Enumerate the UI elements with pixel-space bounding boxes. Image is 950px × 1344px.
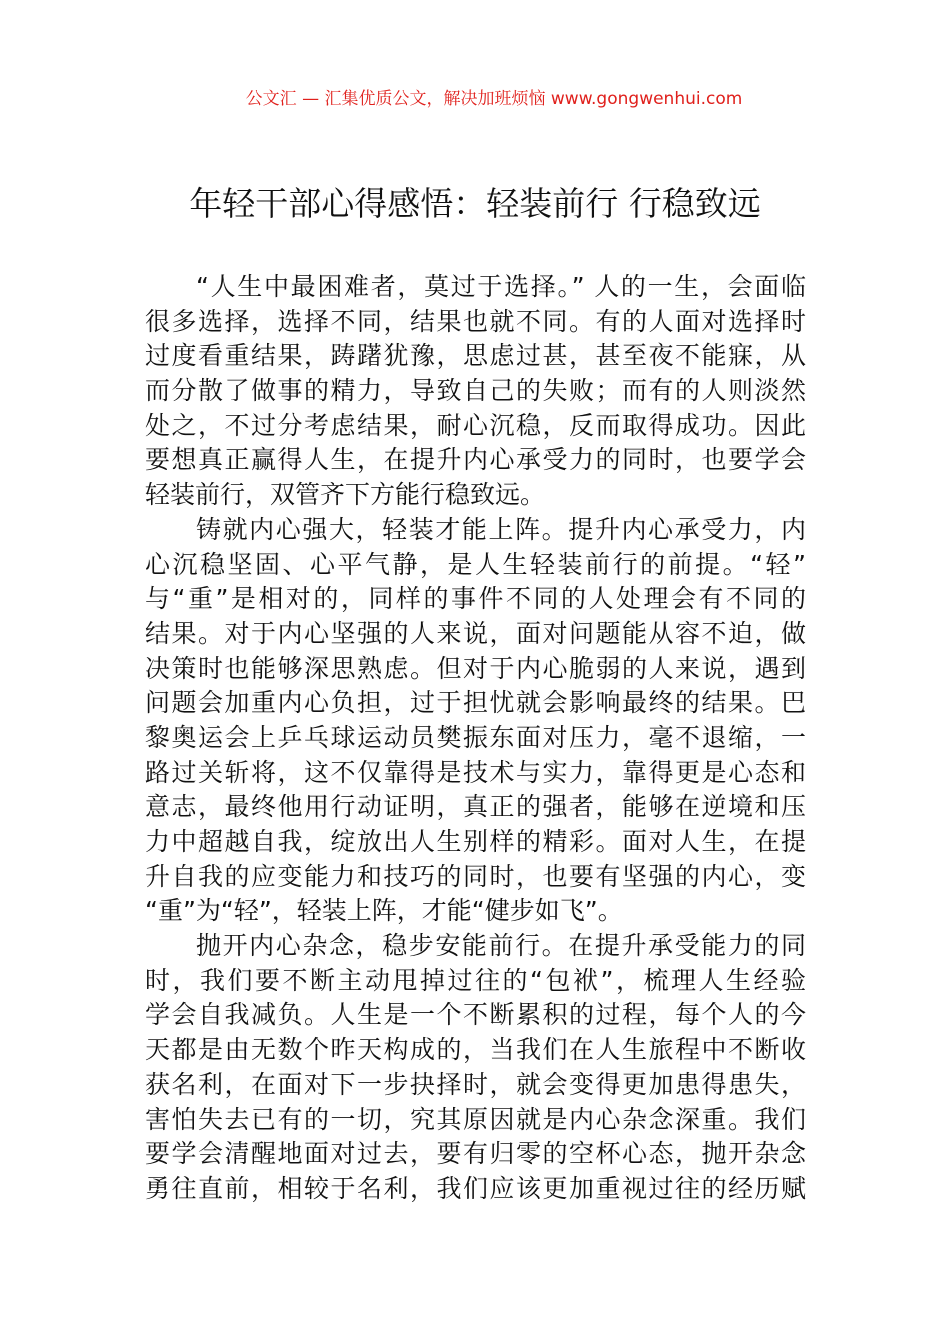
text-line: 要想真正赢得人生，在提升内心承受力的同时，也要学会: [145, 445, 806, 475]
text-line: 结果。对于内心坚强的人来说，面对问题能从容不迫，做: [145, 618, 806, 648]
text-line: 抛开内心杂念，稳步安能前行。在提升承受能力的同: [196, 931, 806, 961]
text-line: 黎奥运会上乒乓球运动员樊振东面对压力，毫不退缩，一: [145, 722, 806, 752]
text-line: “人生中最困难者，莫过于选择。” 人的一生，会面临: [196, 272, 806, 301]
text-line: 轻装前行，双管齐下方能行稳致远。: [145, 480, 546, 510]
text-line: 要学会清醒地面对过去，要有归零的空杯心态，抛开杂念: [145, 1139, 806, 1169]
text-line: 天都是由无数个昨天构成的，当我们在人生旅程中不断收: [145, 1035, 806, 1065]
text-line: 过度看重结果，踌躇犹豫，思虑过甚，甚至夜不能寐，从: [145, 341, 806, 371]
paragraph: [145, 270, 806, 513]
text-line: 学会自我减负。人生是一个不断累积的过程，每个人的今: [145, 1000, 806, 1030]
text-line: 时，我们要不断主动甩掉过往的“包袱”，梳理人生经验: [145, 965, 806, 995]
text-line: 问题会加重内心负担，过于担忧就会影响最终的结果。巴: [145, 688, 806, 718]
text-line: 路过关斩将，这不仅靠得是技术与实力，靠得更是心态和: [145, 757, 806, 787]
text-line: 意志，最终他用行动证明，真正的强者，能够在逆境和压: [145, 792, 806, 822]
site-header-banner: 公文汇 — 汇集优质公文，解决加班烦恼 www.gongwenhui.com: [245, 89, 743, 109]
text-line: 力中超越自我，绽放出人生别样的精彩。面对人生，在提: [145, 827, 806, 856]
text-line: 与“重”是相对的，同样的事件不同的人处理会有不同的: [145, 584, 806, 614]
text-line: 决策时也能够深思熟虑。但对于内心脆弱的人来说，遇到: [145, 653, 806, 683]
paragraph: [145, 513, 806, 929]
text-line: 很多选择，选择不同，结果也就不同。有的人面对选择时: [145, 306, 806, 336]
text-line: 心沉稳坚固、心平气静，是人生轻装前行的前提。“轻”: [145, 549, 806, 579]
document-title: 年轻干部心得感悟：轻装前行 行稳致远: [189, 184, 761, 223]
text-line: 升自我的应变能力和技巧的同时，也要有坚强的内心，变: [145, 861, 806, 891]
text-line: “重”为“轻”，轻装上阵，才能“健步如飞”。: [145, 896, 623, 926]
text-line: 铸就内心强大，轻装才能上阵。提升内心承受力，内: [196, 514, 806, 544]
text-line: 而分散了做事的精力，导致自己的失败；而有的人则淡然: [145, 376, 806, 406]
text-line: 害怕失去已有的一切，究其原因就是内心杂念深重。我们: [145, 1104, 806, 1134]
paragraph: [145, 929, 806, 1207]
text-line: 获名利，在面对下一步抉择时，就会变得更加患得患失，: [145, 1069, 806, 1099]
document-body: [145, 270, 806, 1207]
text-line: 勇往直前，相较于名利，我们应该更加重视过往的经历赋: [145, 1173, 806, 1203]
text-line: 处之，不过分考虑结果，耐心沉稳，反而取得成功。因此: [145, 410, 806, 440]
